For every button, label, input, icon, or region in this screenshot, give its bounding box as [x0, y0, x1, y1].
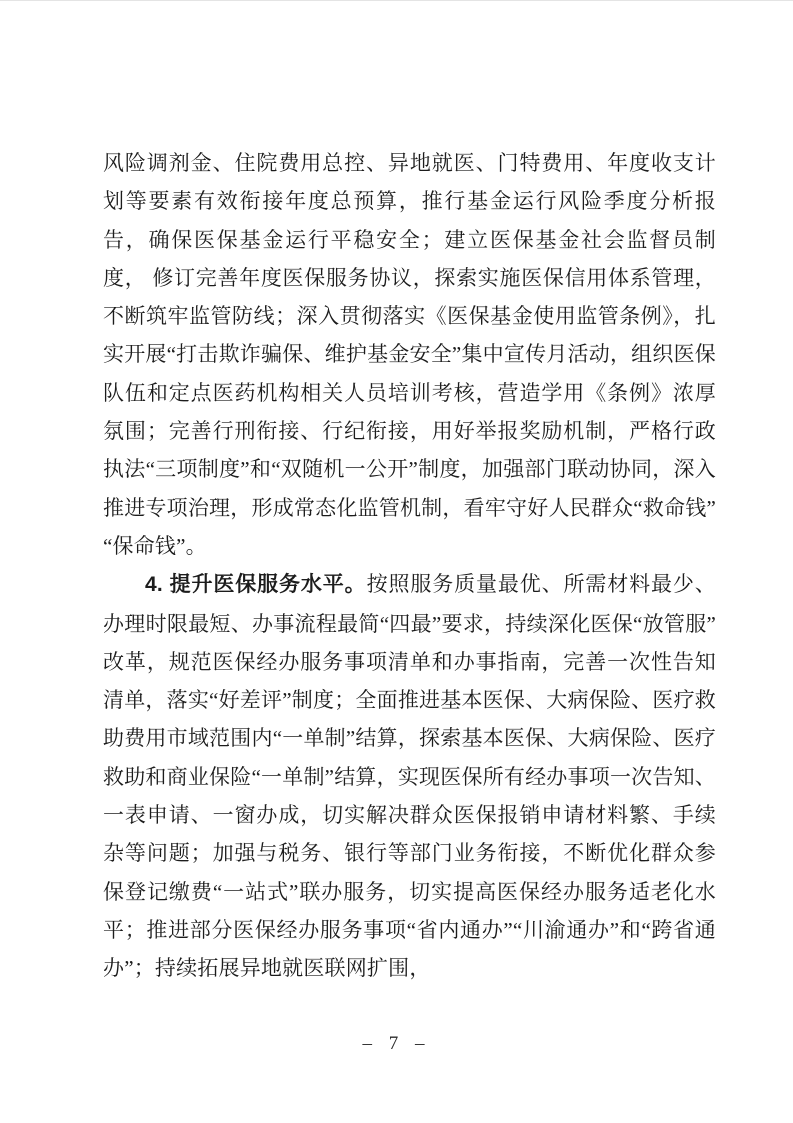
- document-page: [0, 1, 793, 1123]
- document-body: [103, 144, 716, 988]
- paragraph-continuation: [103, 144, 716, 565]
- paragraph-text: 风险调剂金、住院费用总控、异地就医、门特费用、年度收支计划等要素有效衔接年度总预算，推行基金运行风险季度分析报告，确保医保基金运行平稳安全；建立医保基金社会监督员制度， 修订完善年度医保服务协议，探索实施医保信用体系管理，不断筑牢监管防线；深入贯彻落实《医保基金使用监管条例》，扎实开展“打击欺诈骗保、维护基金安全”集中宣传月活动，组织医保队伍和定点医药机构相关人员培训考核，营造学用《条例》浓厚氛围；完善行刑衔接、行纪衔接，用好举报奖励机制，严格行政执法“三项制度”和“双随机一公开”制度，加强部门联动协同，深入推进专项治理，形成常态化监管机制，看牢守好人民群众“救命钱”“保命钱”。: [103, 151, 716, 558]
- paragraph-text: 按照服务质量最优、所需材料最少、办理时限最短、办事流程最简“四最”要求，持续深化医保“放管服”改革，规范医保经办服务事项清单和办事指南，完善一次性告知清单，落实“好差评”制度；全面推进基本医保、大病保险、医疗救助费用市域范围内“一单制”结算，探索基本医保、大病保险、医疗救助和商业保险“一单制”结算，实现医保所有经办事项一次告知、一表申请、一窗办成，切实解决群众医保报销申请材料繁、手续杂等问题；加强与税务、银行等部门业务衔接，不断优化群众参保登记缴费“一站式”联办服务，切实提高医保经办服务适老化水平；推进部分医保经办服务事项“省内通办”“川渝通办”和“跨省通办”；持续拓展异地就医联网扩围，: [103, 572, 717, 981]
- page-number: – 7 –: [362, 1033, 431, 1054]
- paragraph-lead-bold: 4. 提升医保服务水平。: [145, 573, 367, 597]
- paragraph-item-4: [103, 565, 716, 987]
